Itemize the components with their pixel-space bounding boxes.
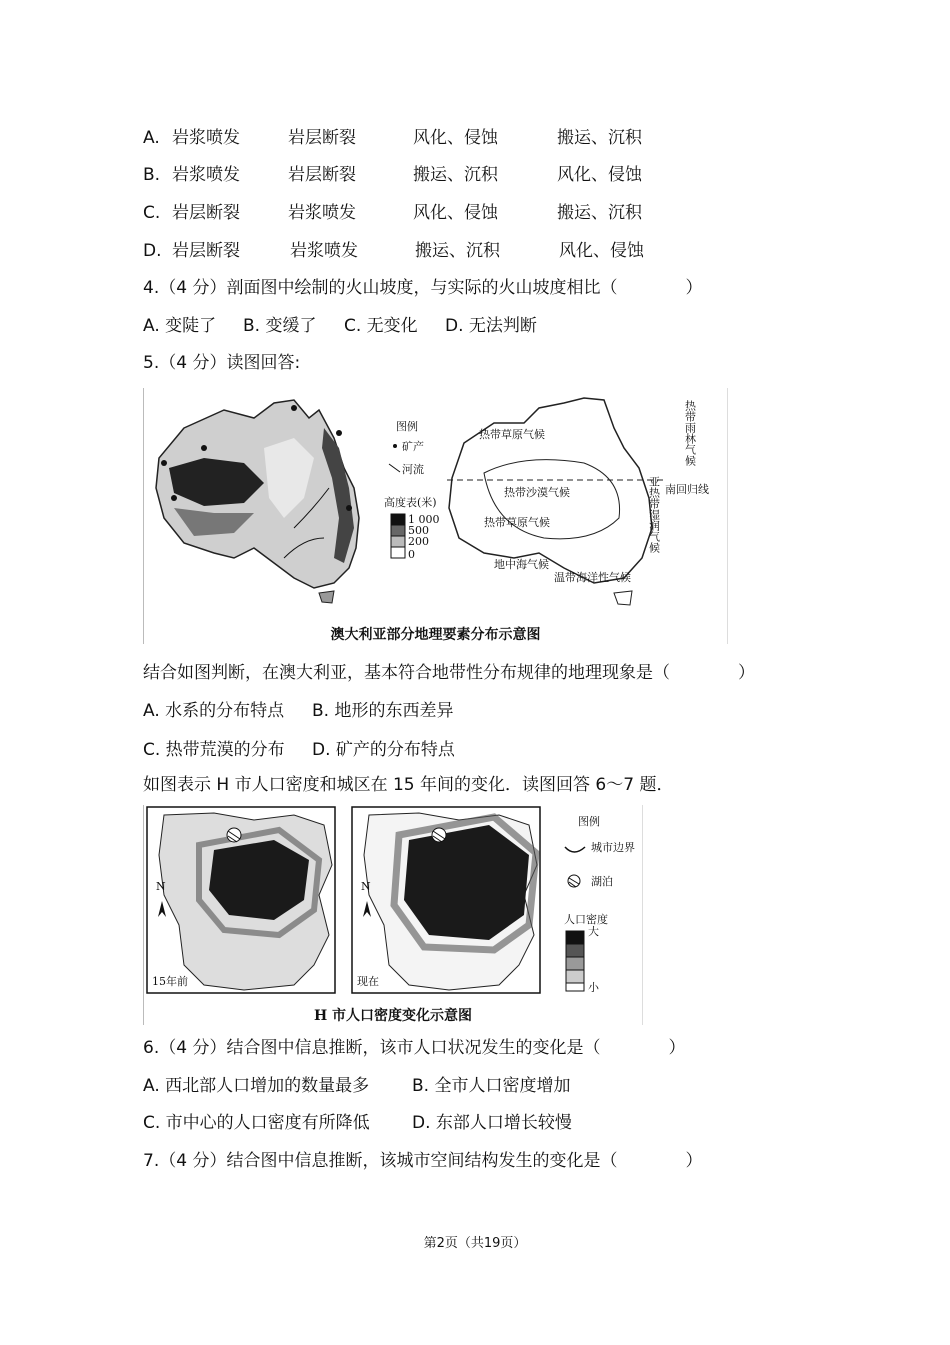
- legend-title: 图例: [396, 420, 418, 433]
- q4-stem: 4.（4 分）剖面图中绘制的火山坡度，与实际的火山坡度相比（ ）: [143, 278, 703, 298]
- q3-option-d-letter: D.: [143, 241, 162, 261]
- q3-option-b-col3: 搬运、沉积: [413, 165, 498, 185]
- height-level-500: 500: [408, 524, 429, 537]
- q5-option-b: B. 地形的东西差异: [312, 701, 454, 721]
- q3-option-c-col4: 搬运、沉积: [557, 203, 642, 223]
- q3-option-b-letter: B.: [143, 165, 161, 185]
- label-now: 现在: [357, 975, 379, 988]
- mineral-dot: [171, 495, 177, 501]
- q4-option-b: B. 变缓了: [243, 316, 317, 336]
- legend-low: 小: [588, 981, 599, 994]
- q3-option-d-col4: 风化、侵蚀: [559, 241, 644, 261]
- q5-option-c: C. 热带荒漠的分布: [143, 740, 285, 760]
- q4-option-a: A. 变陡了: [143, 316, 217, 336]
- q3-option-a-letter: A.: [143, 128, 160, 148]
- intro-6-7: 如图表示 H 市人口密度和城区在 15 年间的变化．读图回答 6～7 题．: [143, 775, 674, 795]
- q3-option-a-col1: 岩浆喷发: [172, 128, 240, 148]
- climate-label-savanna-north: 热带草原气候: [479, 428, 545, 441]
- climate-label-mediterranean: 地中海气候: [494, 558, 549, 571]
- tasmania-right: [614, 591, 632, 605]
- q6-option-d: D. 东部人口增长较慢: [412, 1113, 572, 1133]
- q3-option-a-col2: 岩层断裂: [288, 128, 356, 148]
- height-level-200: 200: [408, 535, 429, 548]
- legend-mineral: 矿产: [402, 440, 424, 453]
- river-legend-icon: [389, 464, 400, 472]
- h-city-figure-caption: H 市人口密度变化示意图: [313, 1008, 473, 1024]
- height-swatch-500: [391, 525, 405, 536]
- q5-question: 结合如图判断，在澳大利亚，基本符合地带性分布规律的地理现象是（ ）: [143, 663, 755, 683]
- height-level-0: 0: [408, 548, 415, 561]
- mineral-legend-icon: [393, 444, 397, 448]
- legend-city-boundary: 城市边界: [591, 841, 635, 854]
- height-swatch-1000: [391, 514, 405, 525]
- q3-option-c-col2: 岩浆喷发: [288, 203, 356, 223]
- q3-option-b-col4: 风化、侵蚀: [557, 165, 642, 185]
- q6-stem: 6.（4 分）结合图中信息推断，该市人口状况发生的变化是（ ）: [143, 1038, 686, 1058]
- q3-option-b-col2: 岩层断裂: [288, 165, 356, 185]
- q3-option-b-col1: 岩浆喷发: [172, 165, 240, 185]
- h-legend-title: 图例: [578, 815, 600, 828]
- q3-option-d-col3: 搬运、沉积: [415, 241, 500, 261]
- tasmania-left: [319, 591, 334, 603]
- boundary-legend-icon: [565, 847, 585, 852]
- q5-option-a: A. 水系的分布特点: [143, 701, 285, 721]
- q4-option-d: D. 无法判断: [445, 316, 537, 336]
- q3-option-c-col1: 岩层断裂: [172, 203, 240, 223]
- australia-figure-caption: 澳大利亚部分地理要素分布示意图: [330, 627, 541, 643]
- now-density-core: [404, 825, 529, 940]
- mineral-dot: [336, 430, 342, 436]
- q6-option-a: A. 西北部人口增加的数量最多: [143, 1076, 370, 1096]
- q4-option-c: C. 无变化: [344, 316, 418, 336]
- h-city-figure: [143, 805, 643, 1025]
- q7-stem: 7.（4 分）结合图中信息推断，该城市空间结构发生的变化是（ ）: [143, 1151, 703, 1171]
- q3-option-a-col4: 搬运、沉积: [557, 128, 642, 148]
- h-city-map-svg: [144, 805, 642, 1025]
- climate-label-temperate-maritime: 温带海洋性气候: [554, 571, 631, 584]
- height-level-1000: 1 000: [408, 513, 440, 526]
- q3-option-c-col3: 风化、侵蚀: [413, 203, 498, 223]
- q5-stem: 5.（4 分）读图回答:: [143, 353, 301, 373]
- climate-label-subtropical-humid: 亚热带湿润气候: [647, 476, 661, 553]
- label-past: 15年前: [152, 975, 188, 988]
- legend-high: 大: [588, 925, 599, 938]
- height-swatch-0: [391, 547, 405, 558]
- q3-option-c-letter: C.: [143, 203, 161, 223]
- density-swatch-3: [566, 957, 584, 970]
- legend-height-title: 高度表(米): [384, 496, 437, 509]
- legend-density: 人口密度: [564, 913, 608, 926]
- mineral-dot: [346, 505, 352, 511]
- mineral-dot: [161, 460, 167, 466]
- north-label-left: N: [156, 880, 166, 893]
- density-swatch-2: [566, 944, 584, 957]
- q6-option-c: C. 市中心的人口密度有所降低: [143, 1113, 370, 1133]
- mineral-dot: [201, 445, 207, 451]
- q3-option-d-col1: 岩层断裂: [172, 241, 240, 261]
- climate-label-rainforest: 热带雨林气候: [683, 400, 697, 466]
- climate-label-desert: 热带沙漠气候: [504, 486, 570, 499]
- tropic-label: 南回归线: [665, 483, 709, 496]
- q6-option-b: B. 全市人口密度增加: [412, 1076, 571, 1096]
- climate-label-savanna-south: 热带草原气候: [484, 516, 550, 529]
- page-footer: 第2页（共19页）: [423, 1236, 527, 1251]
- density-swatch-4: [566, 970, 584, 983]
- density-swatch-1: [566, 931, 584, 944]
- australia-figure: [143, 388, 728, 644]
- australia-map-svg: [144, 388, 727, 644]
- density-swatch-5: [566, 983, 584, 991]
- q3-option-d-col2: 岩浆喷发: [290, 241, 358, 261]
- q5-option-d: D. 矿产的分布特点: [312, 740, 455, 760]
- height-swatch-200: [391, 536, 405, 547]
- north-label-right: N: [361, 880, 371, 893]
- mineral-dot: [291, 405, 297, 411]
- q3-option-a-col3: 风化、侵蚀: [413, 128, 498, 148]
- legend-river: 河流: [402, 463, 424, 476]
- legend-lake: 湖泊: [591, 875, 613, 888]
